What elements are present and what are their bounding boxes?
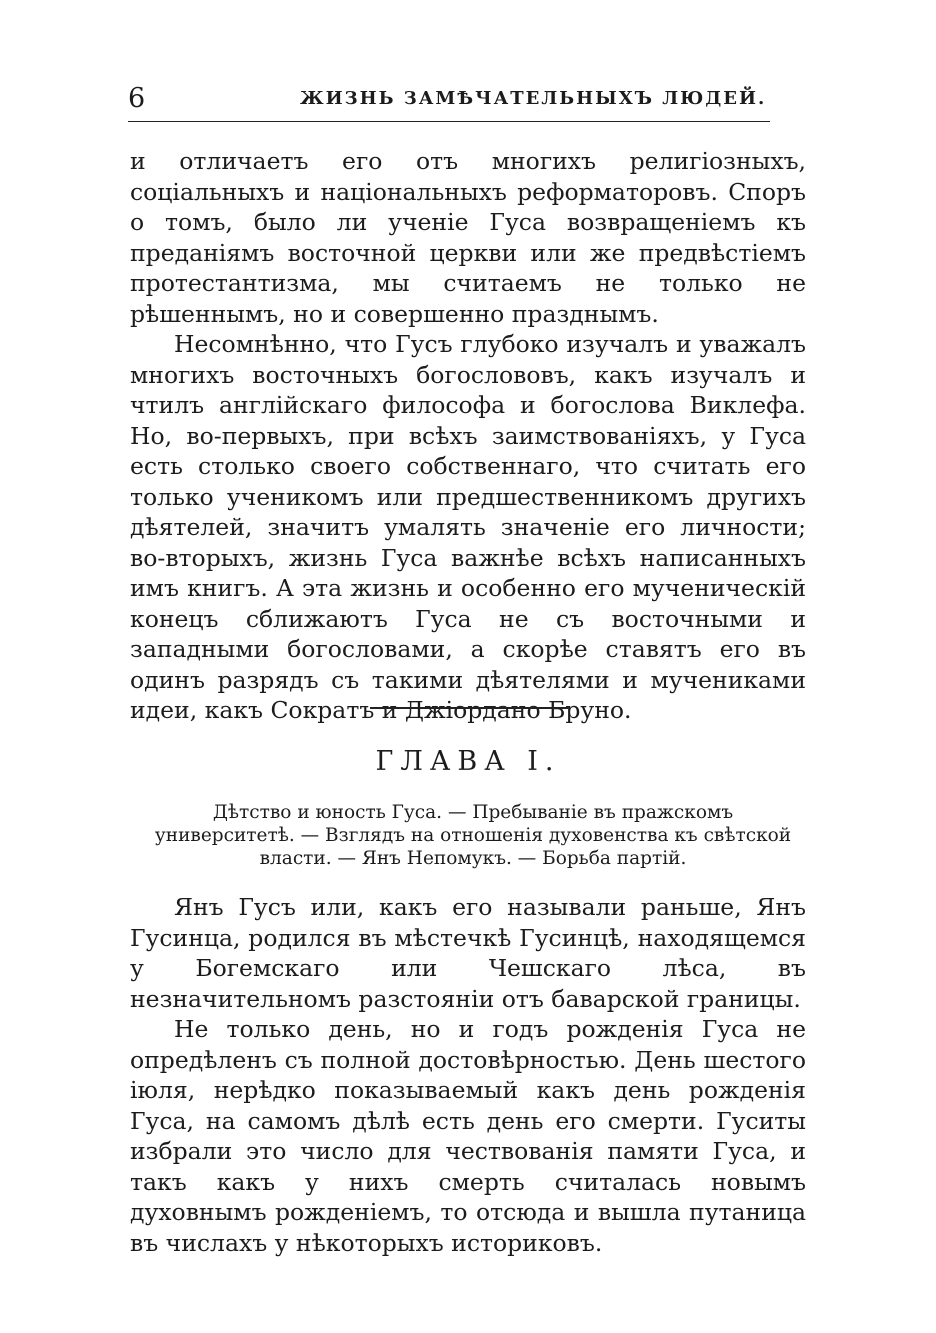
running-title: ЖИЗНЬ ЗАМѢЧАТЕЛЬНЫХЪ ЛЮДЕЙ. bbox=[300, 88, 767, 109]
header-rule bbox=[128, 121, 770, 122]
chapter-summary: Дѣтство и юность Гуса. — Пребываніе въ пражскомъ университетѣ. — Взглядъ на отношенія духовенства къ свѣтской власти. — Янъ Непомукъ. — Борьба партій. bbox=[154, 802, 792, 869]
chapter-title: ГЛАВА I. bbox=[375, 746, 561, 777]
paragraph: Не только день, но и годъ рожденія Гуса не опредѣленъ съ полной достовѣрностью. День шестого іюля, нерѣдко показываемый какъ день рожденія Гуса, на самомъ дѣлѣ есть день его смерти. Гуситы избрали это число для чествованія памяти Гуса, и такъ какъ у нихъ смерть считалась новымъ духовнымъ рожденіемъ, то отсюда и вышла путаница въ числахъ у нѣкоторыхъ историковъ. bbox=[130, 1015, 806, 1257]
page-header bbox=[128, 84, 770, 114]
intro-text bbox=[130, 146, 806, 726]
page-number: 6 bbox=[128, 83, 146, 114]
paragraph: и отличаетъ его отъ многихъ религіозныхъ, соціальныхъ и національныхъ реформаторовъ. Споръ о томъ, было ли ученіе Гуса возвращеніемъ къ преданіямъ восточной церкви или же предвѣстіемъ протестантизма, мы считаемъ не только не рѣшеннымъ, но и совершенно празднымъ. bbox=[130, 147, 806, 328]
paragraph: Янъ Гусъ или, какъ его называли раньше, Янъ Гусинца, родился въ мѣстечкѣ Гусинцѣ, находящемся у Богемскаго или Чешскаго лѣса, въ незначительномъ разстояніи отъ баварской границы. bbox=[130, 893, 806, 1013]
paragraph: Несомнѣнно, что Гусъ глубоко изучалъ и уважалъ многихъ восточныхъ богослововъ, какъ изучалъ и чтилъ англійскаго философа и богослова Виклефа. Но, во-первыхъ, при всѣхъ заимствованіяхъ, у Гуса есть столько своего собственнаго, что считать его только ученикомъ или предшественникомъ другихъ дѣятелей, значитъ умалять значеніе его личности; во-вторыхъ, жизнь Гуса важнѣе всѣхъ написанныхъ имъ книгъ. А эта жизнь и особенно его мученическій конецъ сближаютъ Гуса не съ восточными и западными богословами, а скорѣе ставятъ его въ одинъ разрядъ съ такими дѣятелями и мучениками идеи, какъ Сократъ и Джіордано Бруно. bbox=[130, 330, 806, 724]
section-divider bbox=[370, 707, 568, 709]
chapter-text bbox=[130, 892, 806, 1258]
